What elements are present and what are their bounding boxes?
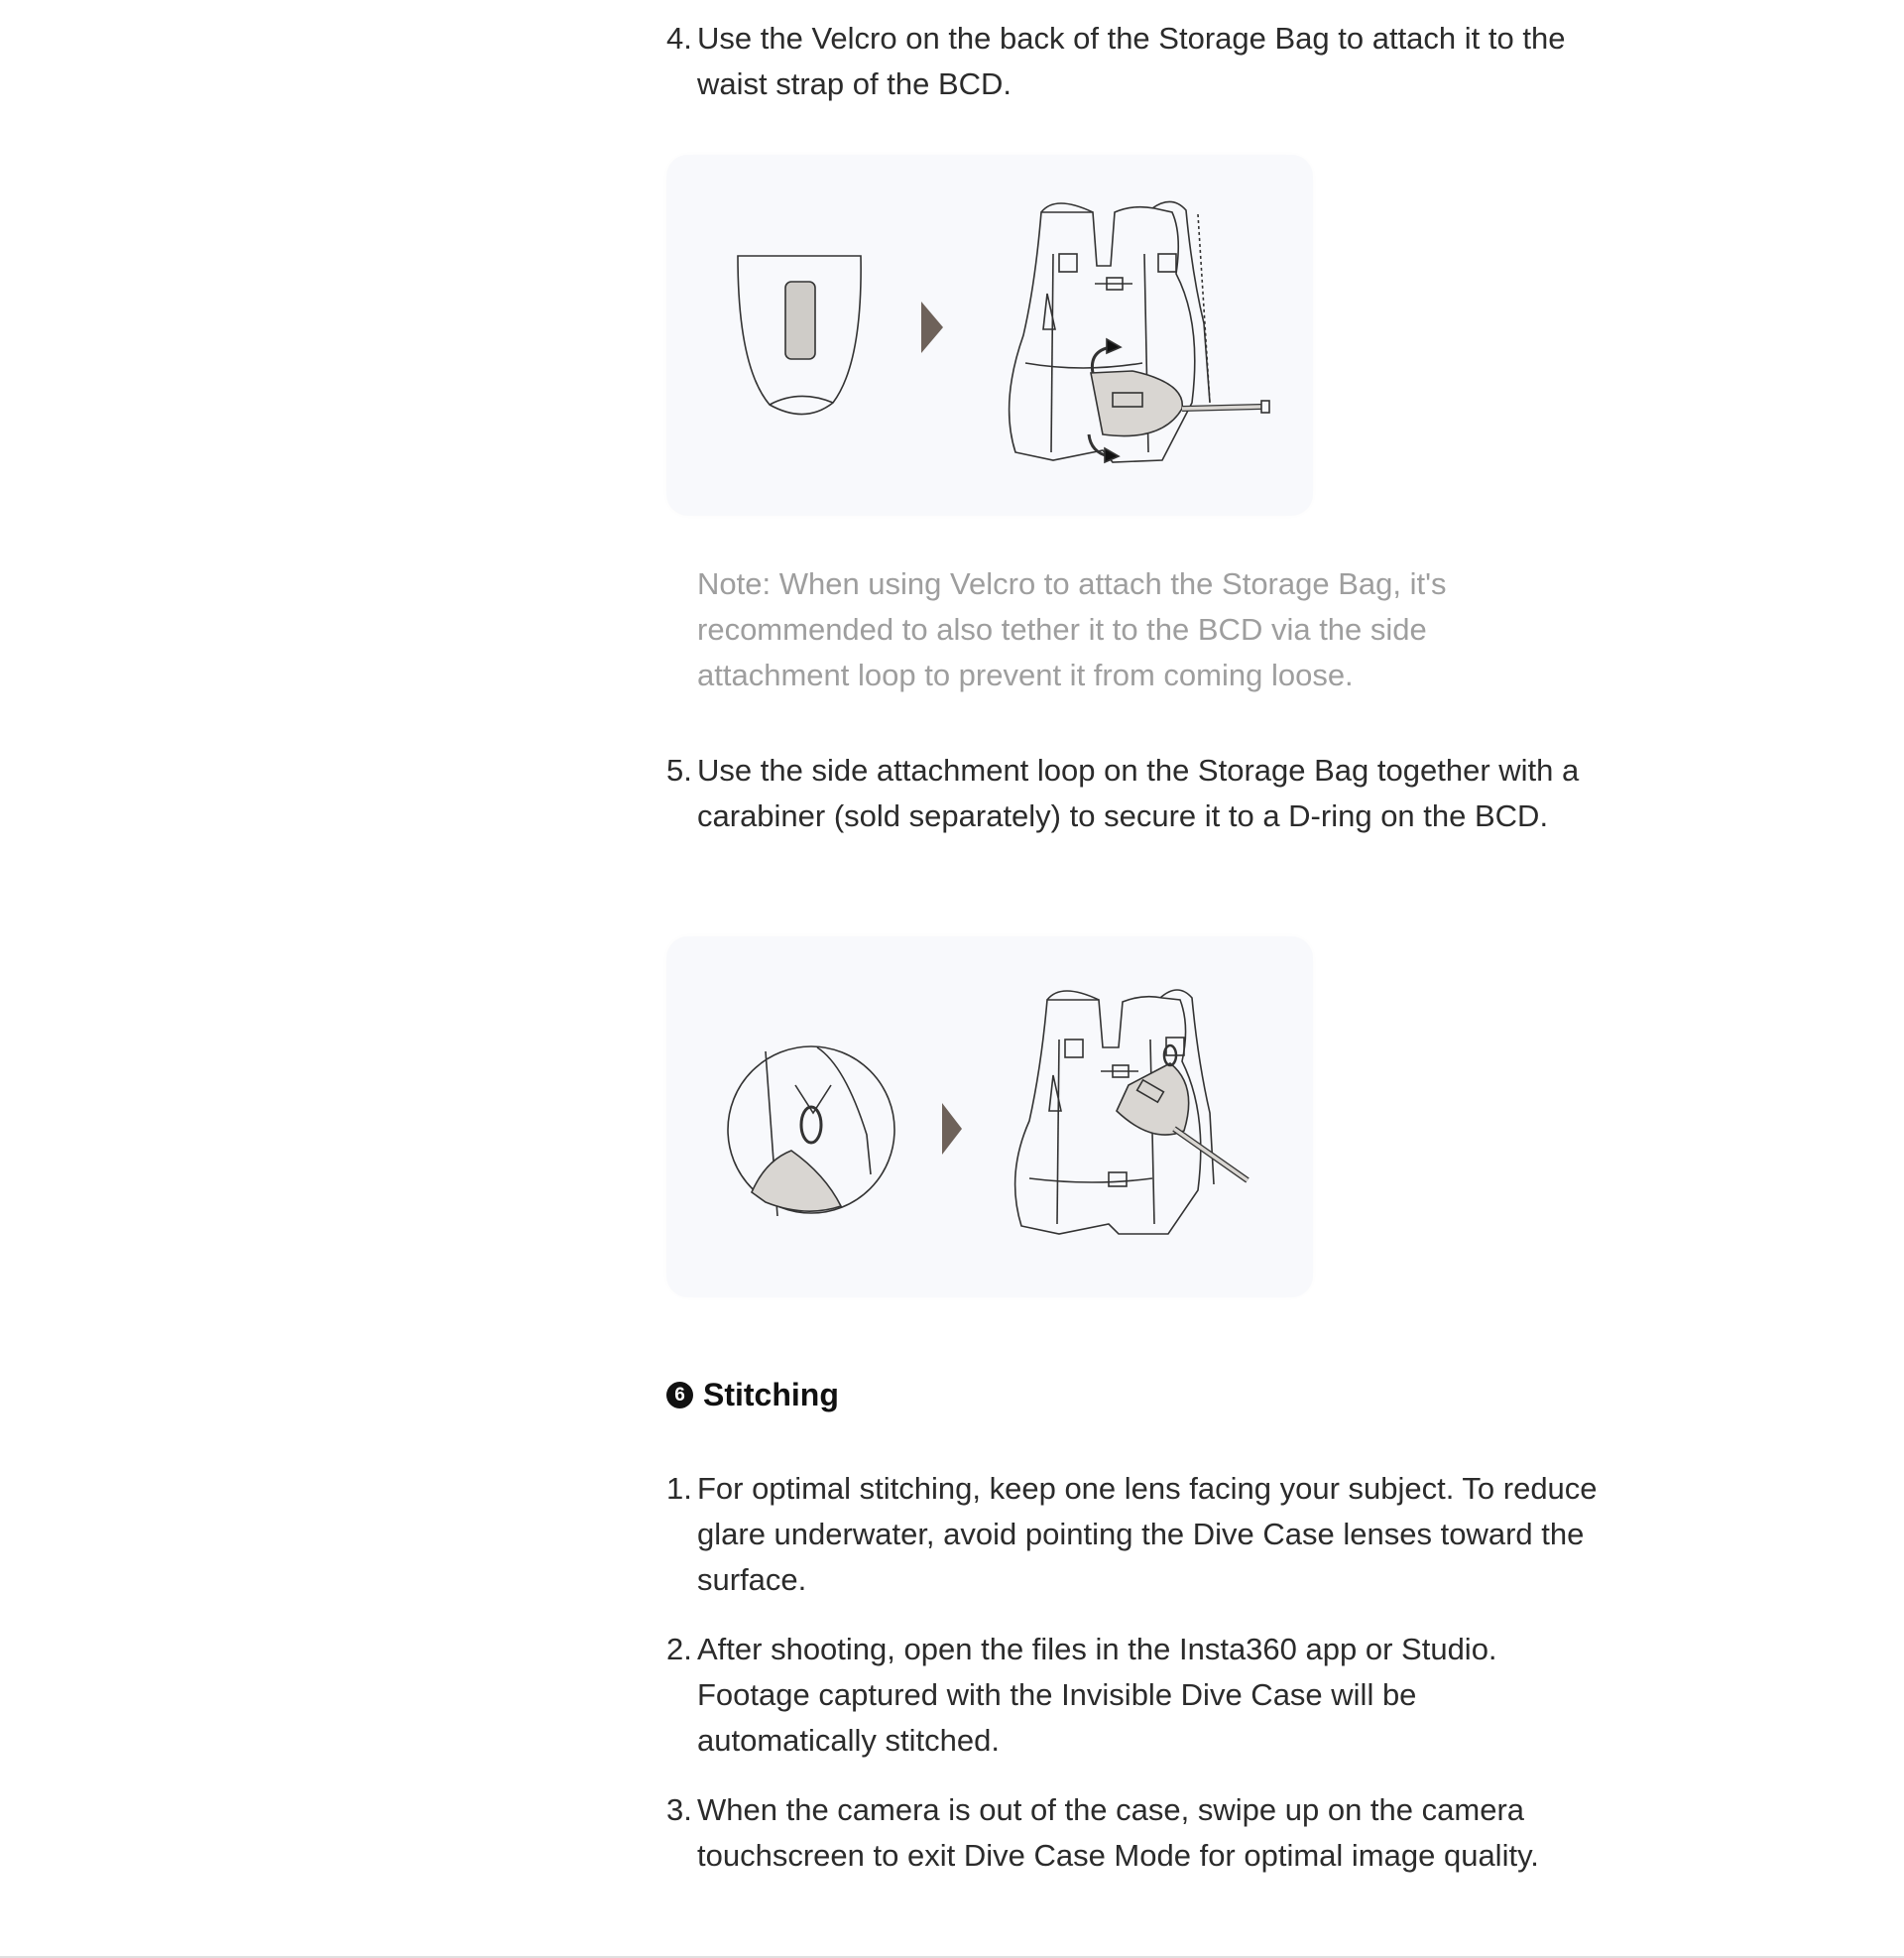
- stitching-step-3: [666, 1787, 1609, 1879]
- step-text: For optimal stitching, keep one lens facing your subject. To reduce glare underwater, avoid pointing the Dive Case lenses toward the surface.: [697, 1471, 1598, 1597]
- step-5: [666, 748, 1590, 839]
- illustration-carabiner-attach: [666, 936, 1313, 1297]
- step-text: When the camera is out of the case, swipe up on the camera touchscreen to exit Dive Case Mode for optimal image quality.: [697, 1792, 1539, 1873]
- step-number: 3.: [666, 1792, 692, 1827]
- illustration-velcro-attach: [666, 155, 1313, 516]
- section-heading-stitching: [666, 1377, 839, 1413]
- step-4: [666, 16, 1590, 107]
- stitching-step-1: [666, 1466, 1609, 1603]
- bcd-vest-icon: [1010, 201, 1269, 462]
- arrow-right-icon: [921, 302, 943, 353]
- section-title: Stitching: [703, 1377, 839, 1412]
- step-text: Use the side attachment loop on the Storage Bag together with a carabiner (sold separately) to secure it to a D-ring on the BCD.: [697, 753, 1580, 833]
- step-number: 4.: [666, 21, 692, 56]
- note-velcro: Note: When using Velcro to attach the Storage Bag, it's recommended to also tether it to the BCD via the side attachment loop to prevent it from coming loose.: [697, 566, 1447, 692]
- arrow-right-icon: [942, 1103, 962, 1155]
- step-text: After shooting, open the files in the Insta360 app or Studio. Footage captured with the Invisible Dive Case will be automatically stitched.: [697, 1632, 1497, 1758]
- step-text: Use the Velcro on the back of the Storage Bag to attach it to the waist strap of the BCD.: [697, 21, 1566, 101]
- bcd-vest-icon: [1015, 990, 1248, 1234]
- step-number: 1.: [666, 1471, 692, 1506]
- section-number-badge: 6: [666, 1382, 693, 1408]
- step-number: 5.: [666, 753, 692, 788]
- stitching-step-2: [666, 1627, 1590, 1764]
- step-number: 2.: [666, 1632, 692, 1666]
